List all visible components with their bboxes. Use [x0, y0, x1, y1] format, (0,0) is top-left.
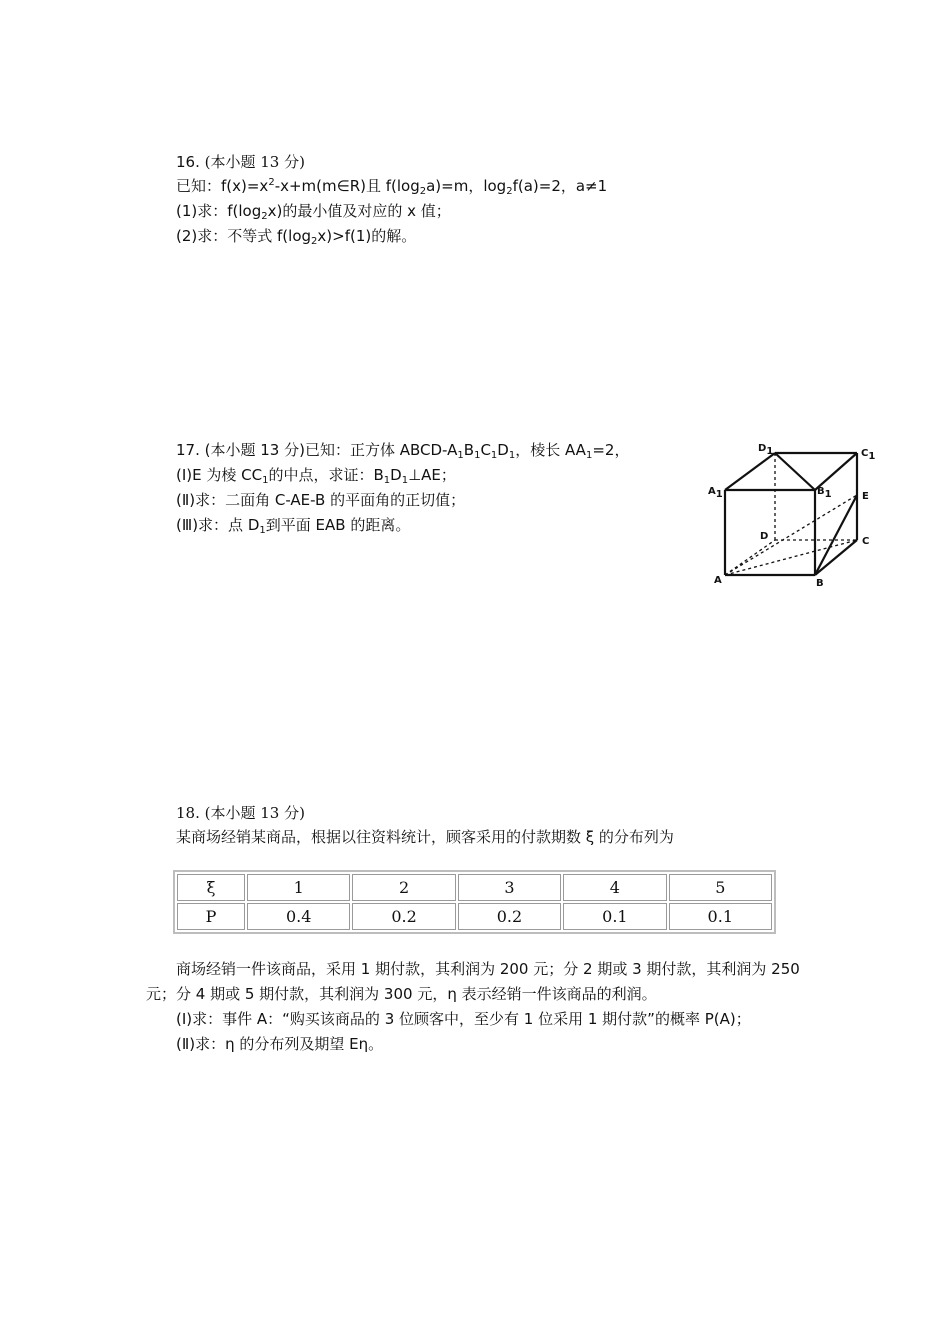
table-cell: 3 — [458, 874, 561, 901]
q18-part2: (Ⅱ)求：η 的分布列及期望 Eη。 — [176, 1035, 384, 1053]
table-cell: 4 — [563, 874, 666, 901]
label-A1: A1 — [708, 486, 723, 500]
table-cell: 5 — [669, 874, 772, 901]
q18-part1: (Ⅰ)求：事件 A：“购买该商品的 3 位顾客中，至少有 1 位采用 1 期付款”的概率 P(A)； — [176, 1010, 751, 1028]
table-cell: 0.1 — [669, 903, 772, 930]
q17-part3: (Ⅲ)求：点 $D_1$到平面 EAB 的距离。 — [176, 516, 411, 536]
q16-part1: (1)求：$f(\log_2x)$的最小值及对应的 x 值； — [176, 202, 451, 222]
label-D: D — [760, 531, 769, 542]
table-cell: 0.4 — [247, 903, 350, 930]
table-cell: 1 — [247, 874, 350, 901]
label-E: E — [862, 491, 869, 502]
label-C: C — [862, 536, 870, 547]
table-cell: 0.2 — [352, 903, 455, 930]
q17-part1: (Ⅰ)E 为棱 $CC_1$的中点，求证：$B_1D_1\perp AE$； — [176, 466, 456, 486]
table-cell: P — [177, 903, 245, 930]
q16-header: 16. (本小题 13 分) — [176, 153, 305, 171]
q18-para-line1: 商场经销一件该商品，采用 1 期付款，其利润为 200 元；分 2 期或 3 期付款，其利润为 250 — [176, 960, 800, 978]
distribution-table — [173, 870, 776, 934]
table-row — [177, 903, 772, 930]
table-cell: 2 — [352, 874, 455, 901]
cube-figure — [700, 435, 880, 595]
label-C1: C1 — [861, 448, 876, 462]
label-D1: D1 — [758, 443, 774, 457]
table-cell: ξ — [177, 874, 245, 901]
label-A: A — [714, 575, 722, 586]
table-row — [177, 874, 772, 901]
table-cell: 0.1 — [563, 903, 666, 930]
label-B: B — [816, 578, 824, 589]
q18-para-line2: 元；分 4 期或 5 期付款，其利润为 300 元，η 表示经销一件该商品的利润。 — [146, 985, 657, 1003]
q18-header: 18. (本小题 13 分) — [176, 804, 305, 822]
q17-part2: (Ⅱ)求：二面角 C-AE-B 的平面角的正切值； — [176, 491, 466, 509]
table-cell: 0.2 — [458, 903, 561, 930]
q18-intro: 某商场经销某商品，根据以往资料统计，顾客采用的付款期数 ξ 的分布列为 — [176, 828, 674, 846]
label-B1: B1 — [817, 486, 832, 500]
q16-part2: (2)求：不等式 $f(\log_2x)>f(1)$的解。 — [176, 227, 417, 247]
q16-given: 已知：$f(x)=x^2-x+m(m\in R)$且 $f(\log_2a)=m$，$\log_2f(a)=2$，a≠1 — [176, 177, 608, 197]
q17-header: 17. (本小题 13 分)已知：正方体 ABCD-$A_1B_1C_1D_1$，棱长 $AA_1=2$， — [176, 441, 630, 461]
